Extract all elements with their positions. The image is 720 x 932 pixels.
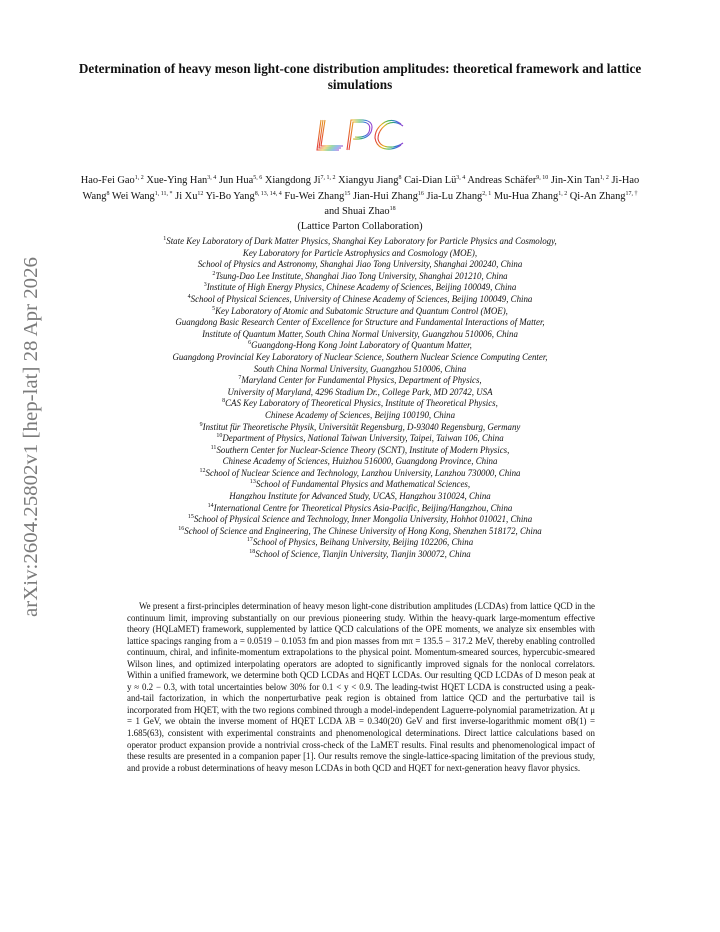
affiliation-text: Guangdong Provincial Key Laboratory of Nuclear Science, Southern Nuclear Science Computing Center,	[172, 351, 548, 362]
affiliation-text: Key Laboratory for Particle Astrophysics and Cosmology (MOE),	[242, 247, 478, 258]
author-affiliation-marks: 12	[197, 190, 204, 197]
author-name: Hao-Fei Gao	[80, 175, 135, 186]
affiliation-number: 2	[212, 270, 216, 277]
affiliation-line	[70, 456, 650, 468]
author-name: Ji Xu	[175, 190, 198, 202]
author-name: Shuai Zhao	[341, 206, 390, 218]
author-affiliation-marks: 5, 6	[253, 175, 263, 181]
affiliation-text: South China Normal University, Guangzhou 510006, China	[253, 363, 467, 374]
author-affiliation-marks: 18	[389, 206, 396, 213]
author-affiliation-marks: 8, 13, 14, 4	[254, 190, 282, 197]
affiliation-text: School of Nuclear Science and Technology, Lanzhou University, Lanzhou 730000, China	[205, 467, 521, 478]
affiliation-line	[70, 294, 650, 306]
author-affiliation-marks: 15	[344, 190, 351, 197]
author	[146, 175, 216, 186]
affiliation-line	[70, 410, 650, 422]
author	[467, 175, 548, 186]
author-name: Qi-An Zhang	[569, 190, 626, 202]
affiliation-text: State Key Laboratory of Dark Matter Physics, Shanghai Key Laboratory for Particle Physics and Cosmology,	[166, 236, 557, 246]
affiliation-number: 11	[210, 444, 217, 451]
author	[338, 175, 401, 186]
author	[265, 175, 336, 186]
author-name: Xiangyu Jiang	[338, 175, 399, 186]
affiliation-number: 15	[187, 514, 194, 521]
affiliation-line	[70, 271, 650, 283]
affiliation-number: 13	[249, 479, 256, 486]
author-name: Andreas Schäfer	[467, 175, 537, 186]
author: and Shuai Zhao$^{18}$	[324, 206, 396, 218]
affiliation-text: School of Physics and Astronomy, Shanghai Jiao Tong University, Shanghai 200240, China	[197, 259, 523, 270]
affiliation-line	[70, 491, 650, 503]
author-affiliation-marks: 2, 1	[482, 190, 492, 197]
affiliation-line	[70, 445, 650, 457]
affiliation-text: School of Physical Sciences, University of Chinese Academy of Sciences, Beijing 100049, China	[190, 293, 533, 304]
affiliation-line	[70, 364, 650, 376]
author-affiliation-marks: 8	[398, 175, 402, 181]
affiliation-line	[70, 479, 650, 491]
author	[81, 175, 144, 186]
author-name: Ji-Hao Wang	[82, 175, 640, 202]
author-name: Mu-Hua Zhang	[493, 190, 559, 202]
author-affiliation-marks: 17, †	[625, 190, 638, 197]
author-name: Wei Wang	[111, 190, 155, 202]
author-name: Jin-Xin Tan	[550, 175, 600, 186]
author	[551, 175, 609, 186]
lpc-logo	[305, 112, 415, 160]
author	[112, 191, 173, 202]
affiliation-text: Hangzhou Institute for Advanced Study, UCAS, Hangzhou 310024, China	[229, 491, 491, 502]
author	[404, 175, 465, 186]
affiliation-number: 3	[203, 282, 207, 289]
author	[175, 191, 203, 202]
affiliation-line	[70, 514, 650, 526]
affiliation-number: 9	[199, 421, 203, 428]
affiliation-number: 7	[238, 375, 242, 382]
affiliation-line	[70, 317, 650, 329]
collaboration-name: (Lattice Parton Collaboration)	[297, 221, 423, 232]
affiliation-line	[70, 375, 650, 387]
affiliation-text: Chinese Academy of Sciences, Huizhou 516000, Guangdong Province, China	[222, 456, 498, 467]
affiliation-text: School of Physical Science and Technology, Inner Mongolia University, Hohhot 010021, China	[193, 514, 533, 525]
affiliation-line	[70, 433, 650, 445]
author-affiliation-marks: 16	[417, 190, 424, 197]
affiliation-line	[70, 329, 650, 341]
author-affiliation-marks: 1, 2	[134, 175, 144, 181]
affiliation-line	[70, 236, 650, 248]
affiliation-number: 18	[249, 549, 256, 556]
affiliation-line	[70, 306, 650, 318]
affiliation-text: School of Science and Engineering, The Chinese University of Hong Kong, Shenzhen 518172, China	[184, 525, 542, 536]
affiliation-number: 6	[248, 340, 252, 347]
paper-title: Determination of heavy meson light-cone distribution amplitudes: theoretical framework and lattice simulations	[78, 61, 642, 92]
author	[206, 191, 282, 202]
affiliation-text: CAS Key Laboratory of Theoretical Physics, Institute of Theoretical Physics,	[225, 398, 498, 409]
affiliation-text: Maryland Center for Fundamental Physics, Department of Physics,	[241, 375, 482, 386]
author-affiliation-marks: 1, 2	[599, 175, 609, 181]
arxiv-id-text: arXiv:2604.25802v1 [hep-lat] 28 Apr 2026	[20, 263, 42, 617]
author-list	[74, 173, 646, 220]
affiliation-line	[70, 387, 650, 399]
author-name: Fu-Wei Zhang	[284, 190, 345, 202]
author	[494, 191, 567, 202]
affiliation-line	[70, 537, 650, 549]
affiliation-line	[70, 468, 650, 480]
affiliation-line	[70, 259, 650, 271]
affiliation-text: International Centre for Theoretical Physics Asia-Pacific, Beijing/Hangzhou, China	[213, 502, 513, 513]
author-affiliation-marks: 7, 1, 2	[320, 175, 336, 181]
author-affiliation-marks: 3, 4	[456, 175, 466, 181]
affiliation-text: Guangdong Basic Research Center of Excellence for Structure and Fundamental Interactions of Matter,	[175, 317, 545, 328]
author	[284, 191, 350, 202]
affiliation-number: 5	[212, 305, 216, 312]
author-name: Yi-Bo Yang	[205, 190, 255, 202]
author	[570, 191, 638, 202]
affiliation-line	[70, 549, 650, 561]
affiliation-text: Institute of High Energy Physics, Chinese Academy of Sciences, Beijing 100049, China	[206, 282, 517, 293]
affiliation-text: Tsung-Dao Lee Institute, Shanghai Jiao Tong University, Shanghai 201210, China	[215, 270, 508, 281]
affiliation-text: Guangdong-Hong Kong Joint Laboratory of Quantum Matter,	[251, 340, 472, 351]
affiliation-line	[70, 352, 650, 364]
author-affiliation-marks: 8	[106, 190, 110, 197]
affiliation-text: School of Science, Tianjin University, Tianjin 300072, China	[255, 549, 471, 560]
author-name: Cai-Dian Lü	[404, 175, 457, 186]
affiliation-text: School of Fundamental Physics and Mathematical Sciences,	[255, 479, 471, 490]
affiliation-list	[70, 236, 650, 561]
author	[427, 191, 492, 202]
author	[353, 191, 424, 202]
author-name: Jian-Hui Zhang	[352, 190, 418, 202]
author-name: Jia-Lu Zhang	[426, 190, 483, 202]
affiliation-number: 8	[222, 398, 226, 405]
affiliation-text: Institut für Theoretische Physik, Universität Regensburg, D-93040 Regensburg, Germany	[202, 421, 521, 432]
affiliation-number: 16	[178, 525, 185, 532]
affiliation-number: 4	[187, 293, 191, 300]
affiliation-text: Key Laboratory of Atomic and Subatomic Structure and Quantum Control (MOE),	[215, 305, 508, 316]
affiliation-line	[70, 398, 650, 410]
affiliation-line	[70, 526, 650, 538]
affiliation-number: 12	[199, 467, 206, 474]
abstract: We present a first-principles determination of heavy meson light-cone distribution amplitudes (LCDAs) from lattice QCD in the continuum limit, improving substantially on our previous pioneering study. Within the heavy-quark large-momentum effective theory (HQLaMET) framework, supplemented by lattice QCD calculations of the OPE moments, we analyze six ensembles with lattice spacings ranging from a = 0.0519 − 0.1053 fm and pion masses from mπ = 135.5 − 317.2 MeV, thereby enabling controlled continuum, chiral, and infinite-momentum extrapolations to the physical point. Momentum-smeared sources, hypercubic-smeared Wilson lines, and optimized interpolating operators are adopted to significantly improved signals for the nonlocal correlators. Within a unified framework, we determine both QCD LCDAs and HQET LCDAs. Our resulting QCD LCDAs of D meson peak at y ≈ 0.2 − 0.3, with total uncertainties below 30% for 0.1 < y < 0.9. The leading-twist HQET LCDA is constructed using a peak-and-tail factorization, in which the nonperturbative peak region is obtained from lattice QCD and the perturbative tail is incorporated from HQET, with the two regions combined through a model-independent Laguerre-polynomial parametrization. At μ = 1 GeV, we obtain the inverse moment of HQET LCDA λB = 0.340(20) GeV and first inverse-logarithmic moment σB(1) = 1.685(63), consistent with experimental constraints and phenomenological determinations. Direct lattice calculations based on operator product expansion provide a nontrivial cross-check of the LaMET results. Final results and phenomenological impact of these results are presented in a companion paper [1]. Our results remove the single-lattice-spacing limitation of the previous study, and provide a robust determinations of heavy meson LCDAs in both QCD and HQET for next-generation heavy flavor physics.	[127, 601, 595, 773]
affiliation-number: 17	[246, 537, 253, 544]
author	[219, 175, 262, 186]
affiliation-text: Southern Center for Nuclear-Science Theory (SCNT), Institute of Modern Physics,	[216, 444, 510, 455]
affiliation-text: University of Maryland, 4296 Stadium Dr., College Park, MD 20742, USA	[227, 386, 493, 397]
author-name: Jun Hua	[218, 175, 254, 186]
affiliation-line	[70, 282, 650, 294]
arxiv-identifier-stamp	[4, 252, 56, 622]
affiliation-text: Chinese Academy of Sciences, Beijing 100190, China	[264, 409, 456, 420]
author-name: Xue-Ying Han	[146, 175, 208, 186]
author-affiliation-marks: 3, 4	[207, 175, 217, 181]
affiliation-number: 1	[163, 236, 167, 242]
affiliation-line	[70, 422, 650, 434]
affiliation-text: Institute of Quantum Matter, South China Normal University, Guangzhou 510006, China	[202, 328, 518, 339]
affiliation-number: 14	[207, 502, 214, 509]
affiliation-line	[70, 340, 650, 352]
affiliation-number: 10	[216, 433, 223, 440]
affiliation-line	[70, 248, 650, 260]
affiliation-text: Department of Physics, National Taiwan University, Taipei, Taiwan 106, China	[222, 433, 504, 444]
author-affiliation-marks: 9, 10	[536, 175, 549, 181]
author-name: Xiangdong Ji	[264, 175, 321, 186]
affiliation-text: School of Physics, Beihang University, Beijing 102206, China	[252, 537, 474, 548]
author-affiliation-marks: 1, 11, *	[154, 190, 173, 197]
author-affiliation-marks: 1, 2	[558, 190, 568, 197]
affiliation-line	[70, 503, 650, 515]
